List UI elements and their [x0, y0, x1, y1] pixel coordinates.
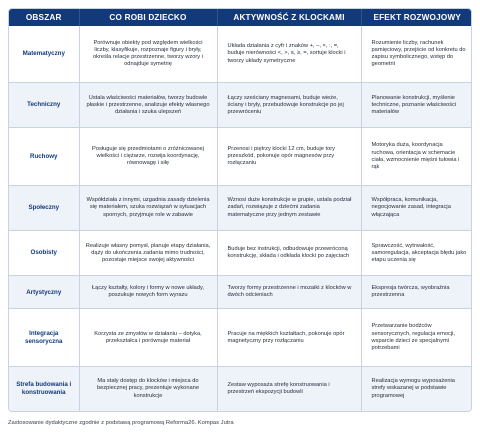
cell-activity: Pracuje na miękkich kształtach, pokonuje opór magnetyczny przy rozłączaniu [217, 309, 361, 367]
cell-area: Strefa budowania i konstruowania [9, 367, 79, 412]
cell-activity: Buduje bez instrukcji, odbudowuje przewróconą konstrukcję, składa i odkłada klocki po zajęciach [217, 231, 361, 276]
cell-effect: Motoryka duża, koordynacja ruchowa, orientacja w schemacie ciała, wzmocnienie mięśni tułowia i rąk [361, 128, 472, 186]
cell-activity: Przenosi i piętrzy klocki 12 cm, buduje tory przeszkód, pokonuje opór magnesów przy rozłączaniu [217, 128, 361, 186]
cell-activity: Zestaw wyposaża strefę konstruowania i przestrzeń ekspozycji budowli [217, 367, 361, 412]
cell-child: Realizuje własny pomysł, planuje etapy działania, dąży do ukończenia zadania mimo trudności, pozostaje miejsce swojej aktywności [79, 231, 217, 276]
cell-area: Integracja sensoryczna [9, 309, 79, 367]
cell-effect: Współpraca, komunikacja, negocjowanie zasad, integracja włączająca [361, 185, 472, 230]
table-row [9, 128, 472, 186]
cell-effect: Realizacja wymogu wyposażenia strefy wskazanej w podstawie programowej [361, 367, 472, 412]
cell-effect: Rozumienie liczby, rachunek pamięciowy, przejście od konkretu do zapisu symbolicznego, wstęp do geometrii [361, 26, 472, 83]
cell-area: Społeczny [9, 185, 79, 230]
cell-area: Techniczny [9, 83, 79, 128]
table-row [9, 185, 472, 230]
table-row [9, 83, 472, 128]
cell-area: Artystyczny [9, 276, 79, 309]
table-row [9, 26, 472, 83]
cell-child: Korzysta ze zmysłów w działaniu – dotyka, przekształca i porównuje materiał [79, 309, 217, 367]
table-header [9, 9, 472, 26]
cell-area: Matematyczny [9, 26, 79, 83]
table-row [9, 276, 472, 309]
cell-child: Ustala właściwości materiałów, tworzy budowle płaskie i przestrzenne, analizuje efekty własnego działania i szuka ulepszeń [79, 83, 217, 128]
table-row [9, 231, 472, 276]
cell-effect: Ekspresja twórcza, wyobraźnia przestrzenna [361, 276, 472, 309]
table-row [9, 309, 472, 367]
cell-effect: Przetwarzanie bodźców sensorycznych, regulacja emocji, wsparcie dzieci ze specjalnymi potrzebami [361, 309, 472, 367]
header-activity: AKTYWNOŚĆ Z KLOCKAMI [217, 9, 361, 26]
cell-area: Osobisty [9, 231, 79, 276]
header-area: OBSZAR [9, 9, 79, 26]
cell-child: Porównuje obiekty pod względem wielkości liczby, klasyfikuje, rozpoznaje figury i bryły, określa relacje przestrzenne, tworzy wzory i odnajduje symetrię [79, 26, 217, 83]
cell-activity: Łączy sześciany magnesami, buduje wieże, ściany i bryły, przebudowuje konstrukcje po jej przewróceniu [217, 83, 361, 128]
header-row [9, 9, 472, 26]
cell-child: Współdziała z innymi, uzgadnia zasady dzielenia się materiałem, szuka rozwiązań w sytuacjach spornych, przyjmuje role w zabawie [79, 185, 217, 230]
cell-effect: Sprawczość, wytrwałość, samoregulacja, akceptacja błędu jako etapu uczenia się [361, 231, 472, 276]
cell-child: Łączy kształty, kolory i formy w nowe układy, poszukuje nowych form wyrazu [79, 276, 217, 309]
header-effect: EFEKT ROZWOJOWY [361, 9, 472, 26]
cell-area: Ruchowy [9, 128, 79, 186]
footnote: Zastosowanie dydaktyczne zgodnie z podstawą programową Reforma26. Kompas Jutra [8, 420, 234, 426]
header-child: CO ROBI DZIECKO [79, 9, 217, 26]
cell-child: Ma stały dostęp do klocków i miejsca do bezpiecznej pracy, prezentuje wykonane konstrukcje [79, 367, 217, 412]
cell-activity: Układa działania z cyfr i znaków +, –, ×, :, =, buduje nierówności <, >, ≤, ≥, =, sortuje klocki i tworzy układy symetryczne [217, 26, 361, 83]
development-table [9, 9, 472, 411]
cell-activity: Wznosi duże konstrukcje w grupie, ustala podział zadań, rozwiązuje z dziećmi zadania matematyczne przy jednym zestawie [217, 185, 361, 230]
table-body [9, 26, 472, 411]
cell-effect: Planowanie konstrukcji, myślenie techniczne, poznanie właściwości materiałów [361, 83, 472, 128]
cell-child: Posługuje się przedmiotami o zróżnicowanej wielkości i ciężarze, rozwija koordynację, równowagę i siłę [79, 128, 217, 186]
table-row [9, 367, 472, 412]
cell-activity: Tworzy formy przestrzenne i mozaiki z klocków w dwóch odcieniach [217, 276, 361, 309]
development-table-frame [8, 8, 472, 412]
